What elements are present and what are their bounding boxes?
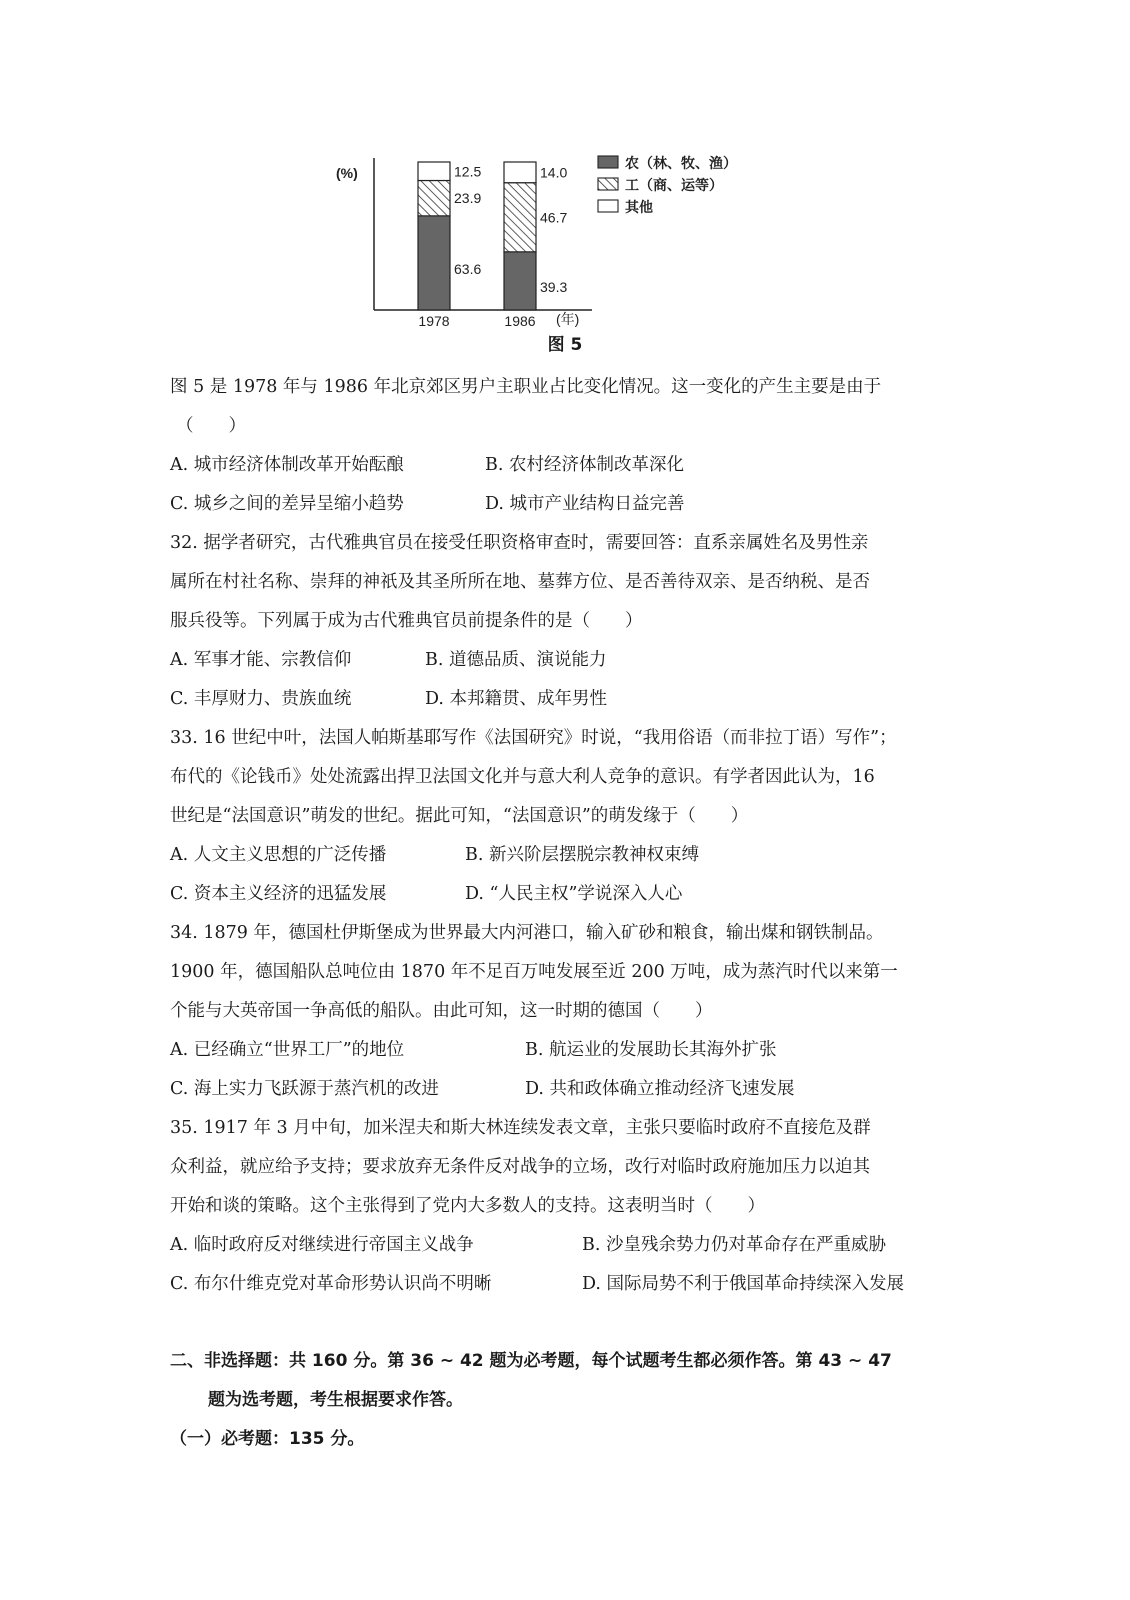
bar-segment-1986-3 (504, 162, 536, 183)
q32-stem-line2: 属所在村社名称、崇拜的神祇及其圣所所在地、墓葬方位、是否善待双亲、是否纳税、是否 (170, 572, 870, 592)
q31-options-row1 (170, 446, 960, 485)
bar-segment-1978-2 (418, 181, 450, 216)
q35-stem-line2: 众利益，就应给予支持；要求放弃无条件反对战争的立场，改行对临时政府施加压力以迫其 (170, 1157, 870, 1177)
q35-option-b: B. 沙皇残余势力仍对革命存在严重威胁 (582, 1235, 886, 1255)
q32-stem-line3: 服兵役等。下列属于成为古代雅典官员前提条件的是（ ） (170, 611, 643, 631)
legend-label-2: 工（商、运等） (625, 177, 723, 193)
q33-option-c: C. 资本主义经济的迅猛发展 (170, 884, 387, 904)
figure-caption: 图 5 (547, 335, 583, 355)
data-label-1986-1: 39.3 (540, 278, 568, 295)
legend-swatch-2 (598, 178, 618, 190)
q35-option-a: A. 临时政府反对继续进行帝国主义战争 (170, 1235, 474, 1255)
legend-label-1: 农（林、牧、渔） (625, 155, 737, 171)
q34-options-row2 (170, 1070, 960, 1109)
question-content (170, 368, 960, 1459)
q32-option-a: A. 军事才能、宗教信仰 (170, 650, 352, 670)
legend-swatch-1 (598, 156, 618, 168)
q31-option-b: B. 农村经济体制改革深化 (485, 455, 684, 475)
q33-options-row2 (170, 875, 960, 914)
bar-segment-1978-3 (418, 162, 450, 181)
q34-stem-line2: 1900 年，德国船队总吨位由 1870 年不足百万吨发展至近 200 万吨，成为蒸汽时代以来第一 (170, 962, 898, 982)
q33-option-d: D. “人民主权”学说深入人心 (465, 884, 683, 904)
section2-subheading: （一）必考题：135 分。 (170, 1429, 365, 1449)
section2-heading-line2: 题为选考题，考生根据要求作答。 (208, 1390, 463, 1410)
data-label-1978-3: 12.5 (454, 163, 482, 180)
bar-segment-1986-2 (504, 183, 536, 252)
x-tick-label-1986: 1986 (504, 313, 536, 329)
x-tick-label-1978: 1978 (418, 313, 450, 329)
section2-heading-line1: 二、非选择题：共 160 分。第 36 ~ 42 题为必考题，每个试题考生都必须作答。第 43 ~ 47 (170, 1351, 892, 1371)
q34-option-b: B. 航运业的发展助长其海外扩张 (525, 1040, 777, 1060)
q32-option-d: D. 本邦籍贯、成年男性 (425, 689, 608, 709)
q32-option-c: C. 丰厚财力、贵族血统 (170, 689, 352, 709)
q34-option-a: A. 已经确立“世界工厂”的地位 (170, 1040, 405, 1060)
q31-option-c: C. 城乡之间的差异呈缩小趋势 (170, 494, 404, 514)
q33-stem-line2: 布代的《论钱币》处处流露出捍卫法国文化并与意大利人竞争的意识。有学者因此认为，16 (170, 767, 875, 787)
q35-stem-line1: 35. 1917 年 3 月中旬，加米涅夫和斯大林连续发表文章，主张只要临时政府不直接危及群 (170, 1118, 871, 1138)
q32-options-row2 (170, 680, 960, 719)
q34-option-c: C. 海上实力飞跃源于蒸汽机的改进 (170, 1079, 439, 1099)
q31-option-d: D. 城市产业结构日益完善 (485, 494, 685, 514)
data-label-1986-3: 14.0 (540, 164, 568, 181)
y-axis-unit-label: (%) (336, 165, 358, 181)
legend-label-3: 其他 (625, 199, 653, 215)
q32-stem-line1: 32. 据学者研究，古代雅典官员在接受任职资格审查时，需要回答：直系亲属姓名及男性亲 (170, 533, 869, 553)
q31-stem-line1: 图 5 是 1978 年与 1986 年北京郊区男户主职业占比变化情况。这一变化的产生主要是由于 (170, 377, 882, 397)
stacked-bar-chart (330, 150, 800, 360)
q33-stem-line1: 33. 16 世纪中叶，法国人帕斯基耶写作《法国研究》时说，“我用俗语（而非拉丁语）写作”； (170, 728, 897, 748)
q35-options-row1 (170, 1226, 960, 1265)
bar-segment-1978-1 (418, 216, 450, 310)
q35-option-c: C. 布尔什维克党对革命形势认识尚不明晰 (170, 1274, 492, 1294)
q35-options-row2 (170, 1265, 960, 1304)
section-spacer (170, 1304, 960, 1342)
q34-stem-line3: 个能与大英帝国一争高低的船队。由此可知，这一时期的德国（ ） (170, 1001, 713, 1021)
data-label-1978-2: 23.9 (454, 190, 482, 207)
q33-options-row1 (170, 836, 960, 875)
q32-options-row1 (170, 641, 960, 680)
q34-stem-line1: 34. 1879 年，德国杜伊斯堡成为世界最大内河港口，输入矿砂和粮食，输出煤和钢铁制品。 (170, 923, 884, 943)
figure-5 (330, 150, 800, 360)
q33-option-a: A. 人文主义思想的广泛传播 (170, 845, 387, 865)
bar-segment-1986-1 (504, 252, 536, 310)
q35-option-d: D. 国际局势不利于俄国革命持续深入发展 (582, 1274, 905, 1294)
q31-options-row2 (170, 485, 960, 524)
data-label-1986-2: 46.7 (540, 209, 568, 226)
data-label-1978-1: 63.6 (454, 260, 482, 277)
q34-option-d: D. 共和政体确立推动经济飞速发展 (525, 1079, 795, 1099)
legend-swatch-3 (598, 200, 618, 212)
x-axis-unit-label: (年) (556, 311, 580, 327)
q32-option-b: B. 道德品质、演说能力 (425, 650, 607, 670)
q34-options-row1 (170, 1031, 960, 1070)
q31-answer-blank: （ ） (176, 416, 246, 436)
q33-stem-line3: 世纪是“法国意识”萌发的世纪。据此可知，“法国意识”的萌发缘于（ ） (170, 806, 749, 826)
q35-stem-line3: 开始和谈的策略。这个主张得到了党内大多数人的支持。这表明当时（ ） (170, 1196, 765, 1216)
q31-option-a: A. 城市经济体制改革开始酝酿 (170, 455, 404, 475)
q33-option-b: B. 新兴阶层摆脱宗教神权束缚 (465, 845, 699, 865)
